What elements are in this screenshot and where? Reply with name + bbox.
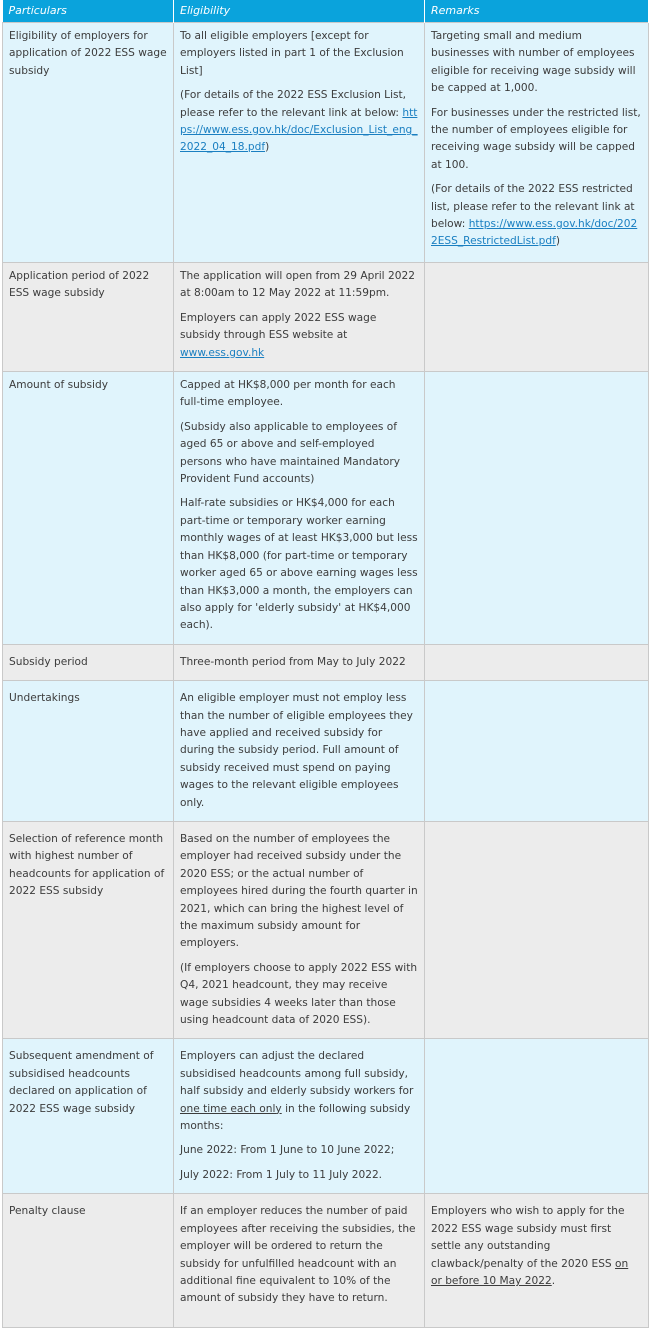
- eligibility-text: Employers can adjust the declared subsidised headcounts among full subsidy, half subsidy and elderly subsidy workers for one time each only in the following subsidy months:: [180, 1050, 414, 1133]
- eligibility-text: Capped at HK$8,000 per month for each full-time employee.: [180, 379, 396, 409]
- particular-cell: Undertakings: [3, 681, 174, 822]
- eligibility-cell: [174, 263, 425, 372]
- eligibility-cell: [174, 1039, 425, 1194]
- particular-cell: Penalty clause: [3, 1194, 174, 1328]
- eligibility-text: (If employers choose to apply 2022 ESS with Q4, 2021 headcount, they may receive wage subsidies 4 weeks later than those using headcount data of 2020 ESS).: [180, 961, 418, 1027]
- table-row: [3, 23, 649, 263]
- eligibility-text: The application will open from 29 April 2022 at 8:00am to 12 May 2022 at 11:59pm.: [180, 270, 415, 300]
- table-row: [3, 1039, 649, 1194]
- eligibility-text: To all eligible employers [except for employers listed in part 1 of the Exclusion List]: [180, 30, 404, 77]
- remarks-cell: [425, 23, 649, 263]
- ess-subsidy-table: [2, 0, 649, 1328]
- particular-cell: Amount of subsidy: [3, 372, 174, 645]
- table-row: [3, 372, 649, 645]
- header-row: [3, 0, 649, 23]
- underlined-text: one time each only: [180, 1102, 282, 1115]
- underlined-deadline: on or before 10 May 2022: [431, 1257, 629, 1287]
- particular-cell: Selection of reference month with highest number of headcounts for application of 2022 ESS subsidy: [3, 821, 174, 1038]
- particular-cell: Subsidy period: [3, 644, 174, 680]
- table-row: [3, 263, 649, 372]
- table-row: [3, 681, 649, 822]
- particular-cell: Eligibility of employers for application of 2022 ESS wage subsidy: [3, 23, 174, 263]
- eligibility-text: An eligible employer must not employ less than the number of eligible employees they have applied and received subsidy for during the subsidy period. Full amount of subsidy received must spend on paying wages to the relevant eligible employees only.: [180, 692, 413, 809]
- eligibility-text: June 2022: From 1 June to 10 June 2022;: [180, 1144, 395, 1157]
- eligibility-text: Three-month period from May to July 2022: [180, 655, 406, 668]
- remarks-cell: [425, 372, 649, 645]
- eligibility-cell: [174, 372, 425, 645]
- eligibility-text: Based on the number of employees the employer had received subsidy under the 2020 ESS; or the actual number of employees hired during the fourth quarter in 2021, which can bring the highest level of the maximum subsidy amount for employers.: [180, 832, 418, 950]
- table-row: [3, 1194, 649, 1328]
- remarks-cell: [425, 1194, 649, 1328]
- table-row: [3, 644, 649, 680]
- restricted-list-link[interactable]: https://www.ess.gov.hk/doc/2022ESS_RestrictedList.pdf: [431, 218, 638, 248]
- eligibility-text: Employers can apply 2022 ESS wage subsidy through ESS website at www.ess.gov.hk: [180, 311, 377, 359]
- remarks-cell: [425, 263, 649, 372]
- particular-cell: Subsequent amendment of subsidised headcounts declared on application of 2022 ESS wage subsidy: [3, 1039, 174, 1194]
- remarks-cell: [425, 644, 649, 680]
- remarks-cell: [425, 821, 649, 1038]
- remarks-text: Employers who wish to apply for the 2022 ESS wage subsidy must first settle any outstanding clawback/penalty of the 2020 ESS on or before 10 May 2022.: [431, 1205, 629, 1287]
- eligibility-text: Half-rate subsidies or HK$4,000 for each part-time or temporary worker earning monthly wages of at least HK$3,000 but less than HK$8,000 (for part-time or temporary worker aged 65 or above earning wages less than HK$3,000 a month, the employers can also apply for 'elderly subsidy' at HK$4,000 each).: [180, 497, 418, 632]
- eligibility-cell: [174, 23, 425, 263]
- particular-cell: Application period of 2022 ESS wage subsidy: [3, 263, 174, 372]
- eligibility-text: (For details of the 2022 ESS Exclusion List, please refer to the relevant link at below: https://www.ess.gov.hk/doc/Exclusion_List_eng_2022_04_18.pdf): [180, 89, 418, 154]
- eligibility-text: July 2022: From 1 July to 11 July 2022.: [180, 1168, 383, 1181]
- eligibility-cell: [174, 821, 425, 1038]
- eligibility-text: If an employer reduces the number of paid employees after receiving the subsidies, the employer will be ordered to return the subsidy for unfulfilled headcount with an additional fine equivalent to 10% of the amount of subsidy they have to return.: [180, 1205, 416, 1305]
- remarks-text: For businesses under the restricted list, the number of employees eligible for receiving wage subsidy will be capped at 100.: [431, 106, 641, 171]
- eligibility-cell: [174, 1194, 425, 1328]
- remarks-text: Targeting small and medium businesses with number of employees eligible for receiving wage subsidy will be capped at 1,000.: [431, 30, 636, 95]
- eligibility-cell: [174, 681, 425, 822]
- table-row: [3, 821, 649, 1038]
- remarks-cell: [425, 681, 649, 822]
- header-eligibility: Eligibility: [174, 0, 425, 23]
- remarks-cell: [425, 1039, 649, 1194]
- header-remarks: Remarks: [425, 0, 649, 23]
- eligibility-cell: [174, 644, 425, 680]
- exclusion-list-link[interactable]: https://www.ess.gov.hk/doc/Exclusion_List_eng_2022_04_18.pdf: [180, 106, 418, 154]
- eligibility-text: (Subsidy also applicable to employees of aged 65 or above and self-employed persons who have maintained Mandatory Provident Fund accounts): [180, 420, 400, 486]
- header-particulars: Particulars: [3, 0, 174, 23]
- ess-website-link[interactable]: www.ess.gov.hk: [180, 346, 265, 359]
- remarks-text: (For details of the 2022 ESS restricted list, please refer to the relevant link at below: https://www.ess.gov.hk/doc/2022ESS_RestrictedList.pdf): [431, 183, 638, 248]
